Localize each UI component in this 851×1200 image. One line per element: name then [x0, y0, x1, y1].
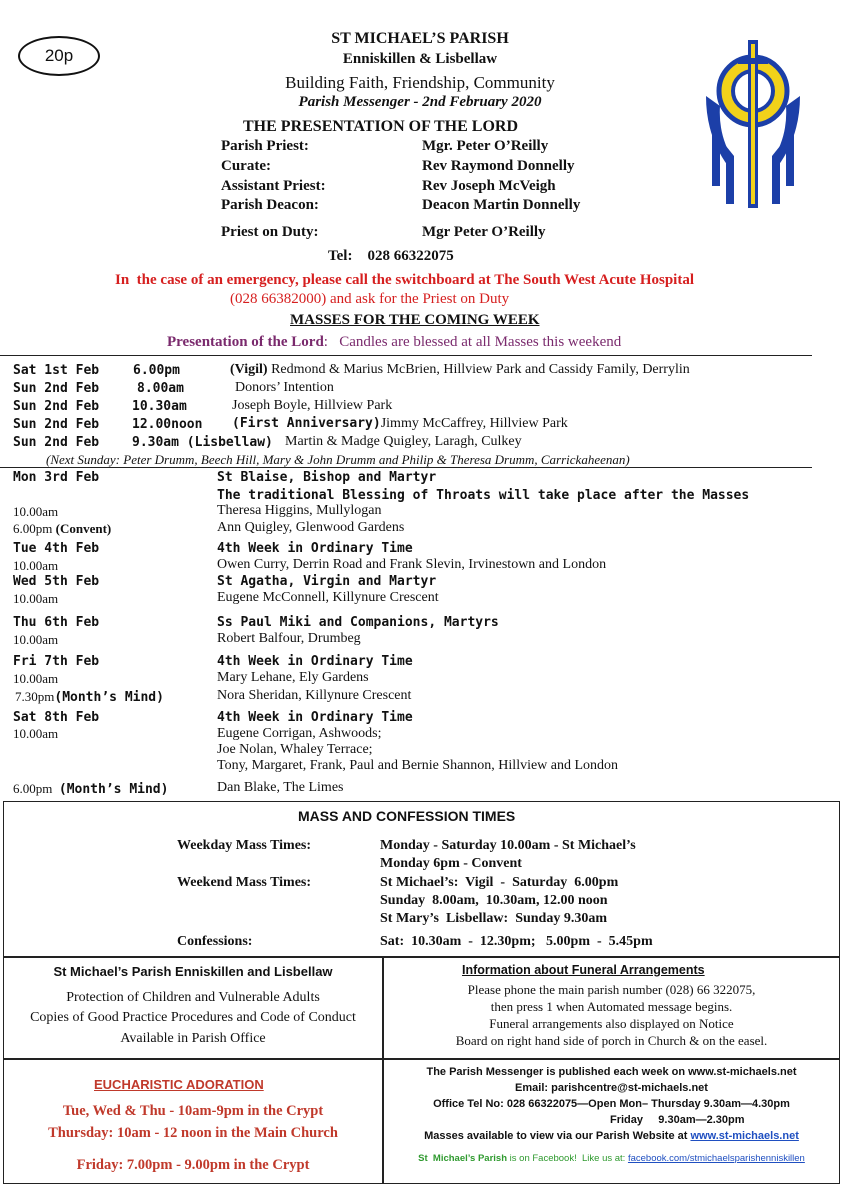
presentation-colon: :	[323, 334, 328, 350]
contact-friday: Friday 9.30am—2.30pm	[610, 1114, 745, 1126]
weekday-intention: Ann Quigley, Glenwood Gardens	[217, 520, 405, 535]
weekday-feast: St Agatha, Virgin and Martyr	[217, 574, 437, 589]
divider	[0, 355, 812, 356]
weekend-times-1: St Michael’s: Vigil - Saturday 6.00pm	[380, 875, 619, 890]
funeral-line: then press 1 when Automated message begins.	[490, 999, 733, 1014]
clergy-name-2: Rev Raymond Donnelly	[422, 158, 575, 174]
funeral-line: Board on right hand side of porch in Church & on the easel.	[455, 1033, 768, 1048]
parish-motto: Building Faith, Friendship, Community	[285, 73, 555, 92]
weekday-time: 6.00pm	[13, 521, 53, 536]
clergy-role-4: Parish Deacon:	[221, 197, 319, 213]
mass-note: (Vigil)	[230, 362, 268, 377]
weekday-intention: Dan Blake, The Limes	[217, 780, 344, 795]
mass-row	[232, 416, 568, 432]
mass-intention: Jimmy McCaffrey, Hillview Park	[380, 416, 568, 431]
weekday-intention: Mary Lehane, Ely Gardens	[217, 670, 369, 685]
clergy-role-1: Parish Priest:	[221, 138, 309, 154]
mass-day: Sun 2nd Feb	[13, 399, 100, 414]
weekday-times-1: Monday - Saturday 10.00am - St Michael’s	[380, 838, 636, 853]
weekday-feast: 4th Week in Ordinary Time	[217, 541, 413, 556]
adoration-title: EUCHARISTIC ADORATION	[94, 1077, 264, 1092]
weekend-times-3: St Mary’s Lisbellaw: Sunday 9.30am	[380, 911, 608, 926]
mass-day: Sun 2nd Feb	[13, 435, 100, 450]
safeguarding-line: Copies of Good Practice Procedures and Code of Conduct	[30, 1010, 356, 1025]
mass-time: 8.00am	[137, 381, 184, 396]
funeral-title: Information about Funeral Arrangements	[462, 963, 705, 977]
emergency-notice: In the case of an emergency, please call the switchboard at The South West Acute Hospital	[115, 272, 695, 288]
parish-places: Enniskillen & Lisbellaw	[342, 51, 498, 67]
weekday-time-row	[13, 521, 111, 537]
mass-time: 10.30am	[132, 399, 187, 414]
safeguarding-title: St Michael’s Parish Enniskillen and Lisbellaw	[53, 964, 333, 979]
mass-day: Sun 2nd Feb	[13, 381, 100, 396]
weekday-time: 10.00am	[13, 558, 59, 573]
weekday-time: 7.30pm	[15, 689, 55, 704]
weekday-feast: 4th Week in Ordinary Time	[217, 710, 413, 725]
contact-line: The Parish Messenger is published each week on www.st-michaels.net	[426, 1066, 797, 1078]
clergy-role-5: Priest on Duty:	[221, 224, 319, 240]
parish-crest-logo	[698, 36, 808, 211]
weekday-intention: Joe Nolan, Whaley Terrace;	[217, 742, 373, 757]
contact-office: Office Tel No: 028 66322075—Open Mon– Thursday 9.30am—4.30pm	[433, 1098, 790, 1110]
mass-row	[230, 362, 690, 378]
presentation-note: Candles are blessed at all Masses this weekend	[339, 334, 622, 350]
mass-intention: Redmond & Marius McBrien, Hillview Park and Cassidy Family, Derrylin	[271, 362, 690, 377]
facebook-text: is on Facebook! Like us at:	[507, 1153, 628, 1164]
confessions-value: Sat: 10.30am - 12.30pm; 5.00pm - 5.45pm	[380, 934, 653, 949]
clergy-name-1: Mgr. Peter O’Reilly	[422, 138, 549, 154]
clergy-role-3: Assistant Priest:	[221, 178, 326, 194]
contact-email: Email: parishcentre@st-michaels.net	[515, 1082, 708, 1094]
weekday-times-label: Weekday Mass Times:	[177, 838, 312, 853]
emergency-number: (028 66382000) and ask for the Priest on Duty	[230, 291, 510, 307]
weekday-time-note: (Convent)	[55, 521, 112, 536]
weekday-intention: Nora Sheridan, Killynure Crescent	[217, 688, 412, 703]
facebook-row	[386, 1153, 837, 1164]
weekday-time-note: (Month’s Mind)	[54, 690, 164, 705]
mass-intention: Joseph Boyle, Hillview Park	[232, 398, 393, 413]
weekday-time: 10.00am	[13, 726, 59, 741]
weekday-time: 6.00pm	[13, 781, 53, 796]
website-text: Masses available to view via our Parish Website at	[424, 1130, 691, 1142]
weekday-intention: Eugene McConnell, Killynure Crescent	[217, 590, 439, 605]
facebook-link[interactable]: facebook.com/stmichaelsparishenniskillen	[627, 1153, 805, 1164]
price-badge: 20p	[18, 36, 100, 76]
clergy-name-4: Deacon Martin Donnelly	[422, 197, 581, 213]
clergy-name-3: Rev Joseph McVeigh	[422, 178, 556, 194]
adoration-line: Tue, Wed & Thu - 10am-9pm in the Crypt	[62, 1103, 324, 1119]
mass-intention: Donors’ Intention	[235, 380, 334, 395]
feast-title: THE PRESENTATION OF THE LORD	[243, 118, 519, 135]
safeguarding-line: Protection of Children and Vulnerable Adults	[66, 990, 320, 1005]
weekday-intention: Eugene Corrigan, Ashwoods;	[217, 726, 382, 741]
adoration-line: Friday: 7.00pm - 9.00pm in the Crypt	[76, 1157, 310, 1173]
website-link[interactable]: www.st-michaels.net	[690, 1130, 799, 1142]
contact-website-row	[386, 1130, 837, 1142]
weekday-day: Tue 4th Feb	[13, 541, 100, 556]
confessions-label: Confessions:	[177, 934, 253, 949]
presentation-line	[167, 334, 621, 351]
weekday-intention: Robert Balfour, Drumbeg	[217, 631, 361, 646]
masses-title: MASSES FOR THE COMING WEEK	[290, 312, 540, 328]
weekday-time: 10.00am	[13, 504, 59, 519]
weekend-times-2: Sunday 8.00am, 10.30am, 12.00 noon	[380, 893, 608, 908]
presentation-label: Presentation of the Lord	[167, 334, 324, 350]
safeguarding-line: Available in Parish Office	[120, 1031, 266, 1046]
messenger-date: Parish Messenger - 2nd February 2020	[298, 94, 542, 110]
clergy-name-5: Mgr Peter O’Reilly	[422, 224, 546, 240]
weekday-times-2: Monday 6pm - Convent	[380, 856, 522, 871]
mass-intention: Martin & Madge Quigley, Laragh, Culkey	[285, 434, 522, 449]
adoration-line: Thursday: 10am - 12 noon in the Main Church	[48, 1125, 338, 1141]
weekday-day: Fri 7th Feb	[13, 654, 100, 669]
weekday-time-row	[13, 781, 168, 797]
weekday-intention: Theresa Higgins, Mullylogan	[217, 503, 382, 518]
parish-telephone: Tel: 028 66322075	[328, 248, 454, 264]
facebook-name: St Michael’s Parish	[418, 1153, 508, 1164]
weekday-time: 10.00am	[13, 632, 59, 647]
mass-note: (First Anniversary)	[232, 416, 381, 431]
funeral-line: Funeral arrangements also displayed on Notice	[489, 1016, 734, 1031]
weekday-time: 10.00am	[13, 671, 59, 686]
mass-time: 6.00pm	[133, 363, 180, 378]
mass-day: Sun 2nd Feb	[13, 417, 100, 432]
weekday-feast: Ss Paul Miki and Companions, Martyrs	[217, 615, 499, 630]
weekday-day: Wed 5th Feb	[13, 574, 100, 589]
next-sunday-note: (Next Sunday: Peter Drumm, Beech Hill, Mary & John Drumm and Philip & Theresa Drumm, Carrickaheenan)	[46, 452, 630, 467]
weekend-times-label: Weekend Mass Times:	[177, 875, 312, 890]
weekday-day: Thu 6th Feb	[13, 615, 100, 630]
weekday-feast: 4th Week in Ordinary Time	[217, 654, 413, 669]
divider	[0, 467, 812, 468]
weekday-intention: Tony, Margaret, Frank, Paul and Bernie Shannon, Hillview and London	[217, 758, 619, 773]
funeral-line: Please phone the main parish number (028) 66 322075,	[467, 982, 756, 997]
weekday-time: 10.00am	[13, 591, 59, 606]
weekday-time-note: (Month’s Mind)	[58, 782, 169, 797]
weekday-day: Sat 8th Feb	[13, 710, 100, 725]
weekday-time-row	[15, 689, 164, 705]
weekday-intention: Owen Curry, Derrin Road and Frank Slevin, Irvinestown and London	[217, 557, 607, 572]
clergy-role-2: Curate:	[221, 158, 271, 174]
mass-time: 9.30am (Lisbellaw)	[132, 435, 273, 450]
weekday-day: Mon 3rd Feb	[13, 470, 100, 485]
weekday-feast: St Blaise, Bishop and Martyr	[217, 470, 437, 485]
mass-times-title: MASS AND CONFESSION TIMES	[298, 808, 516, 824]
weekday-feast-note: The traditional Blessing of Throats will take place after the Masses	[217, 488, 750, 503]
mass-time: 12.00noon	[132, 417, 203, 432]
parish-name: ST MICHAEL’S PARISH	[331, 30, 509, 47]
mass-day: Sat 1st Feb	[13, 363, 100, 378]
